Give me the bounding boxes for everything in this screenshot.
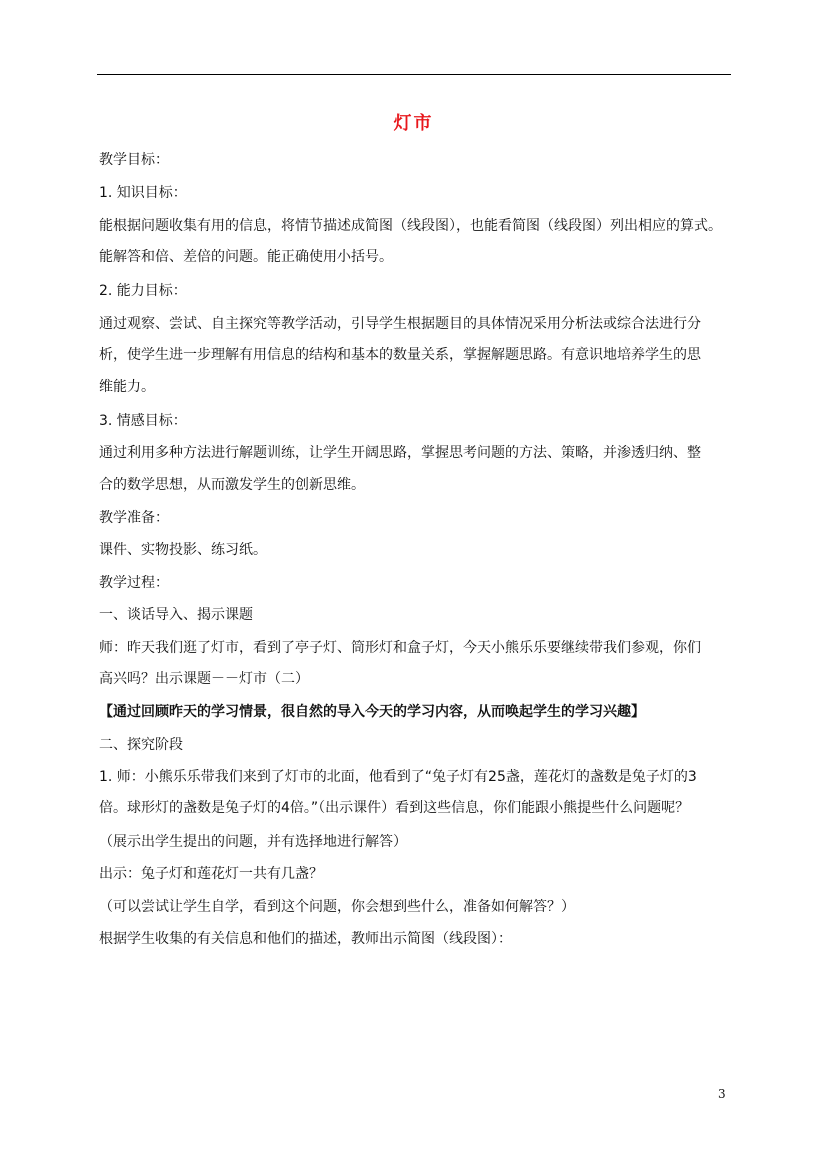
text-line: （展示出学生提出的问题，并有选择地进行解答） <box>99 834 407 850</box>
text-line: 教学准备： <box>99 510 169 526</box>
text-line: 教学过程： <box>99 575 169 591</box>
page-title: 灯市 <box>393 113 434 134</box>
text-line: 维能力。 <box>99 379 155 395</box>
highlight-note: 【通过回顾昨天的学习情景，很自然的导入今天的学习内容，从而唤起学生的学习兴趣】 <box>99 704 645 720</box>
text-line: 出示：兔子灯和莲花灯一共有几盏？ <box>99 866 323 882</box>
text-line: 课件、实物投影、练习纸。 <box>99 542 267 558</box>
text-line: 根据学生收集的有关信息和他们的描述，教师出示简图（线段图）： <box>99 931 512 947</box>
text-line: 1. 师：小熊乐乐带我们来到了灯市的北面，他看到了“兔子灯有25盏，莲花灯的盏数是兔子灯的3 <box>99 769 697 785</box>
text-line: 通过观察、尝试、自主探究等教学活动，引导学生根据题目的具体情况采用分析法或综合法进行分 <box>99 316 701 332</box>
text-line: 一、谈话导入、揭示课题 <box>99 607 253 623</box>
text-line: 3. 情感目标： <box>99 413 187 429</box>
header-rule <box>97 74 731 75</box>
text-line: 教学目标： <box>99 152 169 168</box>
page-number: 3 <box>718 1087 726 1101</box>
text-line: 师：昨天我们逛了灯市，看到了亭子灯、筒形灯和盒子灯，今天小熊乐乐要继续带我们参观，你们 <box>99 640 701 656</box>
text-line: 能根据问题收集有用的信息，将情节描述成简图（线段图），也能看简图（线段图）列出相应的算式。 <box>99 218 722 234</box>
text-line: 析，使学生进一步理解有用信息的结构和基本的数量关系，掌握解题思路。有意识地培养学生的思 <box>99 347 701 363</box>
text-line: 2. 能力目标： <box>99 283 187 299</box>
text-line: 倍。球形灯的盏数是兔子灯的4倍。”（出示课件）看到这些信息，你们能跟小熊提些什么问题呢？ <box>99 800 690 816</box>
text-line: （可以尝试让学生自学，看到这个问题，你会想到些什么，准备如何解答？） <box>99 899 575 915</box>
text-line: 1. 知识目标： <box>99 185 187 201</box>
text-line: 高兴吗？出示课题－－灯市（二） <box>99 671 309 687</box>
text-line: 通过利用多种方法进行解题训练，让学生开阔思路，掌握思考问题的方法、策略，并渗透归纳、整 <box>99 445 701 461</box>
text-line: 能解答和倍、差倍的问题。能正确使用小括号。 <box>99 249 393 265</box>
text-line: 合的数学思想，从而激发学生的创新思维。 <box>99 477 365 493</box>
text-line: 二、探究阶段 <box>99 737 183 753</box>
